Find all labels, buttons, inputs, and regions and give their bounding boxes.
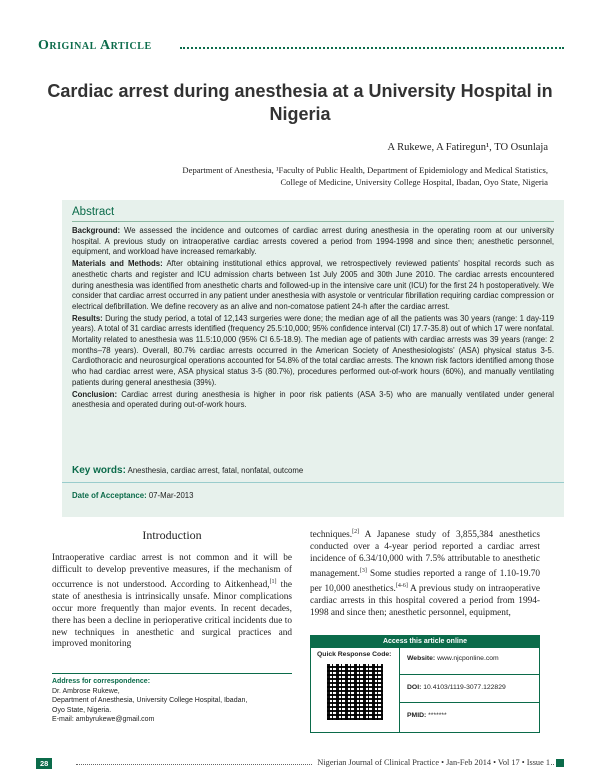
keywords-rule	[62, 482, 564, 483]
right-text-d: A previous study on intraoperative cardiac arrests in this hospital covered a period from 1994-1998 and since then; anesthetic personnel, equipment,	[310, 583, 540, 618]
correspondence-line-2: Oyo State, Nigeria.	[52, 706, 112, 714]
abstract-background	[72, 226, 554, 258]
authors: A Rukewe, A Fatiregun¹, TO Osunlaja	[387, 142, 548, 153]
website-label: Website:	[407, 655, 436, 662]
affiliation-line-2: College of Medicine, University College Hospital, Ibadan, Oyo State, Nigeria	[280, 177, 548, 187]
website-row	[407, 655, 499, 662]
info-rule	[399, 702, 539, 703]
conclusion-text: Cardiac arrest during anesthesia is higher in poor risk patients (ASA 3-5) who are manually ventilated under general anesthesia and operated during out-of-work hours.	[72, 389, 554, 410]
ref-link[interactable]: [3]	[359, 567, 367, 574]
access-divider	[399, 648, 400, 732]
introduction-heading: Introduction	[142, 528, 202, 542]
abstract-results	[72, 314, 554, 389]
abstract-conclusion	[72, 390, 554, 411]
intro-text-b: the state of anesthesia is intrinsically unsafe. Minor complications occur more frequently than major events. In recent decades, there has been a decline in perioperative critical incidents due to new techniques in anesthetic and surgical practices and improved monitoring	[52, 579, 292, 650]
qr-label: Quick Response Code:	[317, 651, 392, 658]
introduction-paragraph	[52, 553, 292, 651]
acceptance-date	[72, 491, 193, 500]
access-online-box	[310, 635, 540, 733]
results-text: During the study period, a total of 12,143 surgeries were done; the median age of all the patients was 30 years (range: 1 day-119 years). A total of 31 cardiac arrests identified (frequency 25.5:10,000; 95% confidence interval (CI) 17.7-35.8) out of which 17 were nonfatal. Mortality related to anesthesia was 11.5:10,000 (95% CI 6.5-18.9). The median age of patients with cardiac arrests was 39 years (range: 2 months–78 years). Overall, 80.7% cardiac arrests occurred in the American Society of Anesthesiologists' (ASA) physical status 3-5. Cardiothoracic and neurosurgical operations accounted for 54.8% of the total cardiac arrests. The known risk factors identified among those who had cardiac arrest were, ASA physical status 3-5 (80.7%), procedures performed out-of-work hours (60%), and manually ventilating patients during general anesthesia (39%).	[72, 313, 554, 387]
affiliation-line-1: Department of Anesthesia, ¹Faculty of Public Health, Department of Epidemiology and Medical Statistics,	[182, 165, 548, 175]
ref-link[interactable]: [2]	[352, 529, 360, 535]
right-text-a: techniques.	[310, 530, 353, 541]
background-text: We assessed the incidence and outcomes of cardiac arrest during anesthesia in the operating room at our university hospital. A previous study on intraoperative cardiac arrests covered a period from 1994-1998 and since then; anesthetic personnel, equipment, and workload have increased remarkably.	[72, 226, 554, 257]
left-column	[52, 528, 292, 651]
right-text-b: A Japanese study of 3,855,384 anesthetics conducted over a 4-year period reported a cardiac arrest incidence of 6.34/10,000 with 7.5% attributable to anesthetic management.	[310, 530, 540, 579]
acceptance-label: Date of Acceptance:	[72, 491, 147, 500]
right-text-c: Some studies reported a range of 1.10-19.70 per 10,000 anesthetics.	[310, 568, 540, 594]
correspondence-line-1: Department of Anesthesia, University College Hospital, Ibadan,	[52, 697, 248, 705]
ref-link[interactable]: [1]	[269, 578, 277, 585]
correspondence-heading: Address for correspondence:	[52, 678, 151, 685]
correspondence-email[interactable]: E-mail: ambyrukewe@gmail.com	[52, 716, 155, 724]
website-link[interactable]: www.njcponline.com	[435, 655, 499, 662]
ref-link[interactable]: [4-6]	[395, 582, 408, 589]
pmid-label: PMID:	[407, 712, 427, 719]
page-number: 28	[36, 758, 52, 769]
section-rule	[180, 47, 564, 49]
conclusion-label: Conclusion:	[72, 389, 118, 399]
intro-text-a: Intraoperative cardiac arrest is not common and it will be difficult to develop preventive measures, if the mechanism of occurrence is not understood. According to Aitkenhead,	[52, 553, 292, 590]
methods-text: After obtaining institutional ethics approval, we retrospectively reviewed patients' hospital records such as anesthetic charts and register and ICU admission charts between 1st July 2005 and 30th June 2010. The cardiac arrests encountered during anesthesia was identified from anesthetic charts and followed-up in the intensive care unit (ICU) for the first 24 h postoperatively. We consider that cardiac arrest occurred in any patient under anesthesia with asystole or ventricular fibrillation requiring cardiac compression or electrical defibrillation. We define recovery as an alive and non-comatose patient 24-h after the cardiac arrest.	[72, 259, 554, 311]
qr-code-icon[interactable]	[327, 664, 383, 720]
acceptance-value: 07-Mar-2013	[146, 491, 194, 500]
keywords-label: Key words:	[72, 465, 126, 476]
right-column	[310, 527, 540, 620]
info-rule	[399, 674, 539, 675]
journal-citation: Nigerian Journal of Clinical Practice • Jan-Feb 2014 • Vol 17 • Issue 1	[313, 758, 550, 767]
right-paragraph	[310, 527, 540, 620]
article-title: Cardiac arrest during anesthesia at a University Hospital in Nigeria	[47, 81, 553, 124]
pmid-value: *******	[426, 712, 447, 719]
section-label: Original Article	[38, 38, 152, 53]
background-label: Background:	[72, 226, 121, 235]
methods-label: Materials and Methods:	[72, 259, 163, 269]
doi-link[interactable]: 10.4103/1119-3077.122829	[421, 684, 506, 691]
keywords	[72, 465, 303, 476]
pmid-row	[407, 712, 447, 719]
abstract-methods	[72, 259, 554, 313]
footer-end-mark	[556, 759, 564, 767]
access-header: Access this article online	[311, 636, 539, 648]
correspondence-block	[52, 673, 292, 725]
keywords-text: Anesthesia, cardiac arrest, fatal, nonfatal, outcome	[125, 466, 304, 475]
abstract-heading: Abstract	[72, 206, 554, 222]
doi-label: DOI:	[407, 684, 422, 691]
page-footer	[36, 759, 564, 771]
affiliations	[78, 164, 548, 188]
correspondence-name: Dr. Ambrose Rukewe,	[52, 687, 120, 695]
doi-row	[407, 684, 506, 691]
results-label: Results:	[72, 313, 103, 323]
